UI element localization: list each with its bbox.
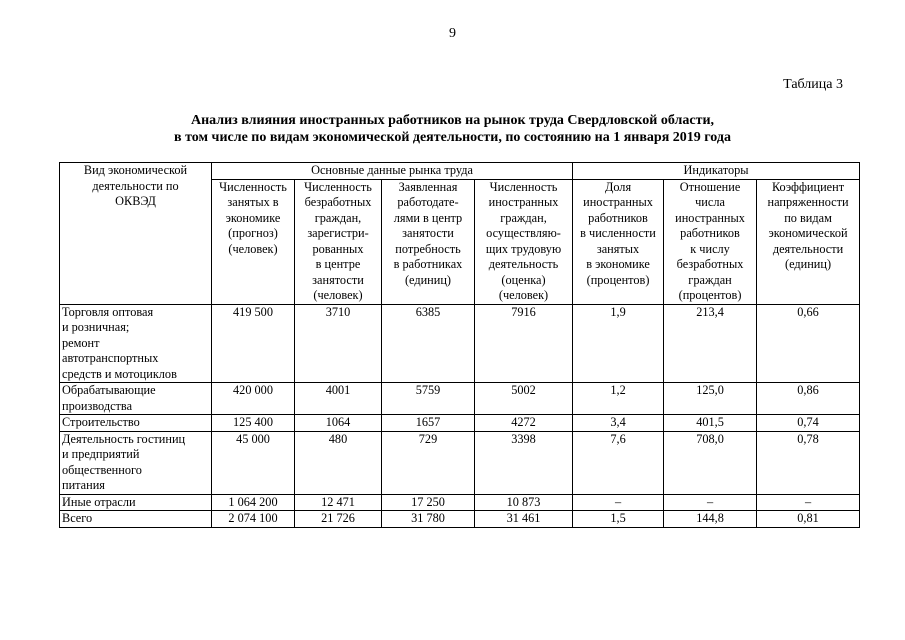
text-line: экономике [225, 210, 281, 225]
text-line: Отношение [679, 179, 741, 194]
table-row [60, 383, 860, 415]
text-line: работников [588, 210, 648, 225]
text-line: и предприятий [62, 447, 140, 461]
row-label [60, 415, 212, 432]
text-line: щих трудовую [485, 241, 562, 256]
cell-value: 5759 [382, 383, 475, 415]
col-tension-header [757, 179, 860, 304]
cell-value: 31 780 [382, 511, 475, 528]
text-line: Деятельность гостиниц [62, 431, 186, 446]
text-line: общественного [62, 462, 142, 477]
text-line: деятельность [488, 257, 559, 271]
text-line: Торговля оптовая [62, 304, 154, 319]
cell-value: 0,86 [757, 383, 860, 415]
text-line: в центре [315, 257, 361, 271]
text-line: Заявленная [398, 179, 458, 194]
text-line: (человек) [498, 288, 549, 302]
cell-value: 480 [295, 431, 382, 494]
text-line: экономической [768, 226, 848, 240]
text-line: (человек) [313, 288, 363, 302]
cell-value: 31 461 [475, 511, 573, 528]
col-ratio-header [664, 179, 757, 304]
text-line: занятых в [227, 195, 279, 209]
table-title [0, 112, 905, 146]
text-line: деятельности по [92, 178, 179, 193]
cell-value: 144,8 [664, 511, 757, 528]
text-line: (единиц) [404, 272, 452, 287]
text-line: Вид экономической [83, 163, 188, 177]
cell-value: 21 726 [295, 511, 382, 528]
cell-value: – [757, 494, 860, 511]
cell-value: 6385 [382, 304, 475, 383]
text-line: осуществляю- [486, 226, 561, 240]
text-line: в численности [580, 226, 656, 240]
text-line: занятых [596, 241, 640, 256]
cell-value: 7,6 [573, 431, 664, 494]
cell-value: 1,2 [573, 383, 664, 415]
cell-value: 1657 [382, 415, 475, 432]
text-line: в экономике [586, 257, 650, 271]
text-line: по видам [784, 210, 832, 225]
table-row [60, 304, 860, 383]
cell-value: 10 873 [475, 494, 573, 511]
cell-value: 1,9 [573, 304, 664, 383]
table-row [60, 494, 860, 511]
table-row [60, 415, 860, 432]
col-foreign-share-header [573, 179, 664, 304]
cell-value: 213,4 [664, 304, 757, 383]
cell-value: 0,81 [757, 511, 860, 528]
text-line: питания [62, 478, 105, 492]
cell-value: 1064 [295, 415, 382, 432]
text-line: и розничная; [62, 320, 130, 334]
cell-value: 7916 [475, 304, 573, 383]
text-line: потребность [395, 241, 461, 256]
cell-value: – [664, 494, 757, 511]
table-row [60, 511, 860, 528]
labor-market-table [59, 162, 860, 528]
cell-value: 0,78 [757, 431, 860, 494]
text-line: (оценка) [501, 272, 546, 287]
title-line-1: Анализ влияния иностранных работников на рынок труда Свердловской области, [190, 113, 715, 128]
cell-value: 12 471 [295, 494, 382, 511]
text-line: рованных [312, 241, 364, 256]
text-line: безработных [676, 257, 744, 271]
text-line: к числу [690, 241, 730, 256]
text-line: Численность [219, 179, 287, 194]
text-line: безработных [304, 195, 372, 209]
col-foreign-workers-header [475, 179, 573, 304]
cell-value: 125,0 [664, 383, 757, 415]
cell-value: 4272 [475, 415, 573, 432]
col-unemployed-header [295, 179, 382, 304]
cell-value: 419 500 [212, 304, 295, 383]
cell-value: 45 000 [212, 431, 295, 494]
cell-value: 5002 [475, 383, 573, 415]
table-body [60, 304, 860, 527]
title-line-2: в том числе по видам экономической деятельности, по состоянию на 1 января 2019 года [174, 130, 731, 145]
text-line: иностранных [583, 195, 653, 209]
text-line: (прогноз) [228, 226, 278, 240]
text-line: работников [680, 226, 740, 240]
text-line: Численность [489, 179, 558, 194]
text-line: деятельности [772, 241, 844, 256]
row-label [60, 304, 212, 383]
text-line: ОКВЭД [115, 194, 156, 208]
text-line: иностранных [675, 210, 745, 225]
text-line: Строительство [62, 415, 140, 429]
text-line: (процентов) [678, 288, 742, 302]
text-line: граждан, [500, 210, 547, 225]
cell-value: 420 000 [212, 383, 295, 415]
main-data-group-header: Основные данные рынка труда [212, 163, 573, 180]
table-label: Таблица 3 [783, 77, 843, 92]
activity-header [60, 163, 212, 305]
cell-value: 3710 [295, 304, 382, 383]
text-line: автотранспортных [62, 351, 159, 365]
row-label [60, 511, 212, 528]
text-line: работодате- [397, 195, 459, 209]
cell-value: 708,0 [664, 431, 757, 494]
text-line: иностранных [488, 195, 559, 209]
cell-value: 1,5 [573, 511, 664, 528]
text-line: Иные отрасли [62, 494, 136, 509]
text-line: Всего [62, 511, 93, 525]
text-line: занятости [402, 226, 454, 240]
text-line: лями в центр [393, 210, 463, 225]
text-line: Обрабатывающие [62, 383, 156, 397]
col-demand-header [382, 179, 475, 304]
text-line: (человек) [228, 241, 278, 256]
row-label [60, 494, 212, 511]
text-line: числа [695, 195, 725, 209]
text-line: зарегистри- [307, 226, 369, 240]
text-line: (единиц) [785, 257, 832, 271]
cell-value: 3398 [475, 431, 573, 494]
table-row [60, 431, 860, 494]
cell-value: 1 064 200 [212, 494, 295, 511]
cell-value: 125 400 [212, 415, 295, 432]
text-line: напряженности [767, 195, 849, 209]
cell-value: 2 074 100 [212, 511, 295, 528]
text-line: в работниках [393, 257, 463, 271]
text-line: (процентов) [586, 272, 650, 287]
cell-value: 0,66 [757, 304, 860, 383]
indicators-group-header: Индикаторы [573, 163, 860, 180]
cell-value: 17 250 [382, 494, 475, 511]
row-label [60, 383, 212, 415]
col-employed-header [212, 179, 295, 304]
text-line: ремонт [62, 335, 100, 350]
text-line: производства [62, 398, 133, 413]
cell-value: 729 [382, 431, 475, 494]
text-line: занятости [312, 272, 364, 287]
cell-value: 0,74 [757, 415, 860, 432]
page-number: 9 [449, 26, 456, 41]
text-line: Коэффициент [771, 179, 845, 194]
text-line: граждан, [314, 210, 362, 225]
cell-value: 401,5 [664, 415, 757, 432]
text-line: средств и мотоциклов [62, 366, 177, 381]
text-line: Численность [304, 179, 372, 194]
cell-value: 4001 [295, 383, 382, 415]
text-line: Доля [604, 179, 632, 194]
cell-value: – [573, 494, 664, 511]
row-label [60, 431, 212, 494]
cell-value: 3,4 [573, 415, 664, 432]
text-line: граждан [688, 272, 732, 287]
